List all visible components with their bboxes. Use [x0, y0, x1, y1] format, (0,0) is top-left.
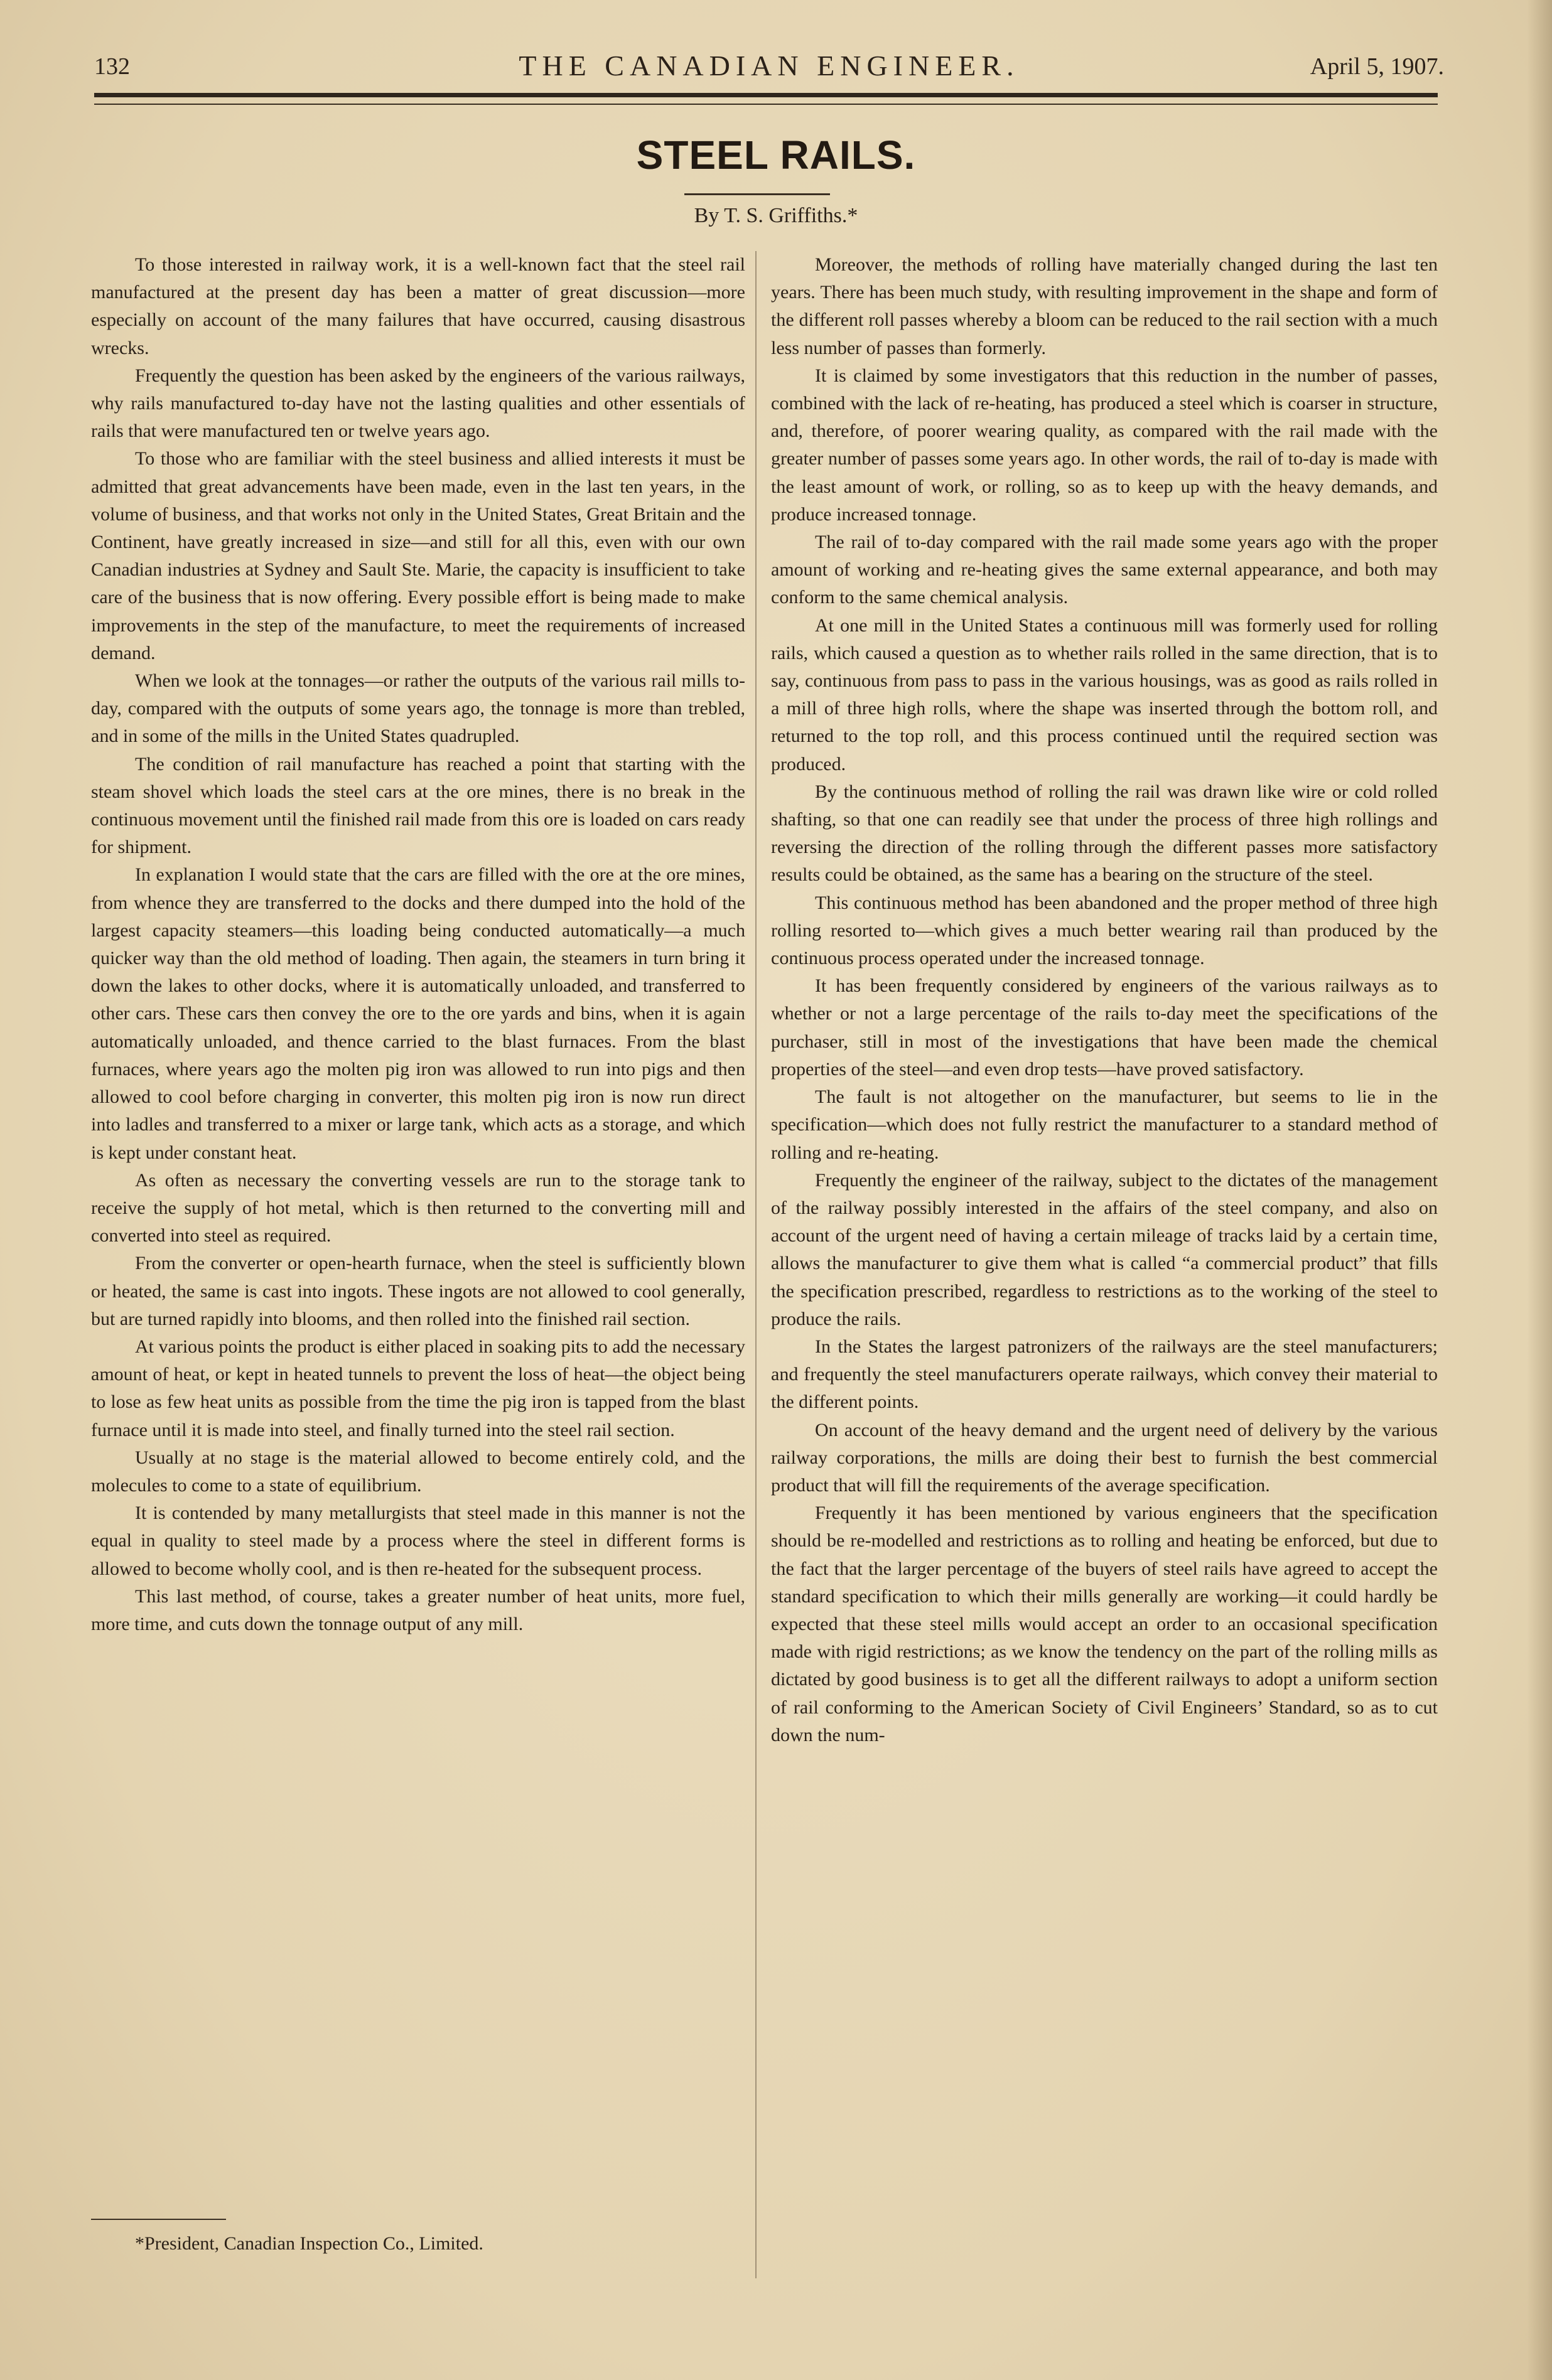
paragraph: It is contended by many metallurgists that steel made in this manner is not the equal in quality to steel made by a process where the steel in different forms is allowed to become wholly cool, and is then re-heated for the subsequent process. — [91, 1503, 745, 1579]
right-column — [771, 251, 1438, 1749]
footnote-rule — [91, 2219, 226, 2220]
byline: By T. S. Griffiths.* — [694, 204, 858, 227]
paragraph: The rail of to-day compared with the rail made some years ago with the proper amount of working and re-heating gives the same external appearance, and both may conform to the same chemical analysis. — [771, 532, 1438, 608]
left-column — [91, 251, 745, 1638]
paragraph: This continuous method has been abandoned and the proper method of three high rolling resorted to—which gives a much better wearing rail than produced by the continuous process operated under the increased tonnage. — [771, 892, 1438, 969]
paragraph: In explanation I would state that the cars are filled with the ore at the ore mines, from whence they are transferred to the docks and there dumped into the hold of the largest capacity steamers—this loading being conducted automatically—a much quicker way than the old method of loading. Then again, the steamers in turn bring it down the lakes to other docks, where it is automatically unloaded, and transferred to other cars. These cars then convey the ore to the ore yards and bins, when it is again automatically unloaded, and thence carried to the blast furnaces. From the blast furnaces, where years ago the molten pig iron was allowed to run into pigs and then allowed to cool before charging in converter, this molten pig iron is now run direct into ladles and transferred to a mixer or large tank, which acts as a storage, and which is kept under constant heat. — [91, 864, 745, 1163]
paragraph: To those interested in railway work, it is a well-known fact that the steel rail manufactured at the present day has been a matter of great discussion—more especially on account of the many failures that have occurred, causing disastrous wrecks. — [91, 254, 745, 358]
paragraph: Frequently the question has been asked by the engineers of the various railways, why rails manufactured to-day have not the lasting qualities and other essentials of rails that were manufactured ten or twelve years ago. — [91, 365, 745, 442]
paragraph: Moreover, the methods of rolling have materially changed during the last ten years. There has been much study, with resulting improvement in the shape and form of the different roll passes whereby a bloom can be reduced to the rail section with a much less number of passes than formerly. — [771, 254, 1438, 358]
journal-title: THE CANADIAN ENGINEER. — [519, 50, 1020, 82]
page-number: 132 — [94, 53, 130, 80]
paragraph: By the continuous method of rolling the rail was drawn like wire or cold rolled shafting, so that one can readily see that under the process of three high rollings and reversing the direction of the rolling through the different passes more satisfactory results could be obtained, as the same has a bearing on the structure of the steel. — [771, 781, 1438, 886]
paragraph: This last method, of course, takes a greater number of heat units, more fuel, more time, and cuts down the tonnage output of any mill. — [91, 1585, 745, 1634]
paragraph: On account of the heavy demand and the urgent need of delivery by the various railway corporations, the mills are doing their best to furnish the best commercial product that will fill the requirements of the average specification. — [771, 1419, 1438, 1496]
paragraph: It is claimed by some investigators that this reduction in the number of passes, combined with the lack of re-heating, has produced a steel which is coarser in structure, and, therefore, of poorer wearing quality, as compared with the rail made with the greater number of passes some years ago. In other words, the rail of to-day is made with the least amount of work, or rolling, so as to keep up with the heavy demands, and produce increased tonnage. — [771, 365, 1438, 525]
running-header — [94, 49, 1444, 87]
paragraph: In the States the largest patronizers of the railways are the steel manufacturers; and frequently the steel manufacturers operate railways, which convey their material to the different points. — [771, 1336, 1438, 1413]
paragraph: The fault is not altogether on the manufacturer, but seems to lie in the specification—which does not fully restrict the manufacturer to a standard method of rolling and re-heating. — [771, 1086, 1438, 1163]
paragraph: At one mill in the United States a continuous mill was formerly used for rolling rails, which caused a question as to whether rails rolled in the same direction, that is to say, continuous from pass to pass in the various housings, was as good as rails rolled in a mill of three high rolls, where the shape was inserted through the bottom roll, and returned to the top roll, and this process continued until the required section was produced. — [771, 614, 1438, 775]
paragraph: It has been frequently considered by engineers of the various railways as to whether or not a large percentage of the rails to-day meet the specifications of the purchaser, still in most of the investigations that have been made the chemical properties of the steel—and even drop tests—have proved satisfactory. — [771, 975, 1438, 1080]
page-edge-shadow — [1527, 0, 1552, 2380]
article-title: STEEL RAILS. — [636, 132, 916, 178]
paragraph: The condition of rail manufacture has reached a point that starting with the steam shovel which loads the steel cars at the ore mines, there is no break in the continuous movement until the finished rail made from this ore is loaded on cars ready for shipment. — [91, 753, 745, 858]
paragraph: To those who are familiar with the steel business and allied interests it must be admitted that great advancements have been made, even in the last ten years, in the volume of business, and that works not only in the United States, Great Britain and the Continent, have greatly increased in size—and still for all this, even with our own Canadian industries at Sydney and Sault Ste. Marie, the capacity is insufficient to take care of the business that is now offering. Every possible effort is being made to make improvements in the step of the manufacture, to meet the requirements of increased demand. — [91, 448, 745, 663]
header-rule-thick — [94, 93, 1438, 97]
paragraph: At various points the product is either placed in soaking pits to add the necessary amount of heat, or kept in heated tunnels to prevent the loss of heat—the object being to lose as few heat units as possible from the time the pig iron is tapped from the blast furnace until it is made into steel, and finally turned into the steel rail section. — [91, 1336, 745, 1440]
footnote: *President, Canadian Inspection Co., Limited. — [135, 2233, 483, 2254]
paragraph: Frequently it has been mentioned by various engineers that the specification should be re-modelled and restrictions as to rolling and heating be enforced, but due to the fact that the larger percentage of the buyers of steel rails have agreed to accept the standard specification to which their mills generally are working—it could hardly be expected that these steel mills would accept an order to an occasional specification made with rigid restrictions; as we know the tendency on the part of the rolling mills as dictated by good business is to get all the different railways to adopt a uniform section of rail conforming to the American Society of Civil Engineers’ Standard, so as to cut down the num- — [771, 1503, 1438, 1745]
column-divider — [755, 251, 757, 2278]
paragraph: When we look at the tonnages—or rather the outputs of the various rail mills to-day, compared with the outputs of some years ago, the tonnage is more than trebled, and in some of the mills in the United States quadrupled. — [91, 670, 745, 747]
paragraph: Frequently the engineer of the railway, subject to the dictates of the management of the railway possibly interested in the affairs of the steel company, and also on account of the urgent need of having a certain mileage of tracks laid by a certain time, allows the manufacturer to give them what is called “a commercial product” that fills the specification prescribed, regardless to restrictions as to the working of the steel to produce the rails. — [771, 1169, 1438, 1329]
title-rule — [684, 193, 830, 195]
paragraph: Usually at no stage is the material allowed to become entirely cold, and the molecules to come to a state of equilibrium. — [91, 1447, 745, 1496]
issue-date: April 5, 1907. — [1310, 53, 1444, 80]
paragraph: From the converter or open-hearth furnace, when the steel is sufficiently blown or heated, the same is cast into ingots. These ingots are not allowed to cool generally, but are turned rapidly into blooms, and then rolled into the finished rail section. — [91, 1253, 745, 1329]
header-rule-thin — [94, 104, 1438, 105]
paragraph: As often as necessary the converting vessels are run to the storage tank to receive the supply of hot metal, which is then returned to the converting mill and converted into steel as required. — [91, 1169, 745, 1246]
